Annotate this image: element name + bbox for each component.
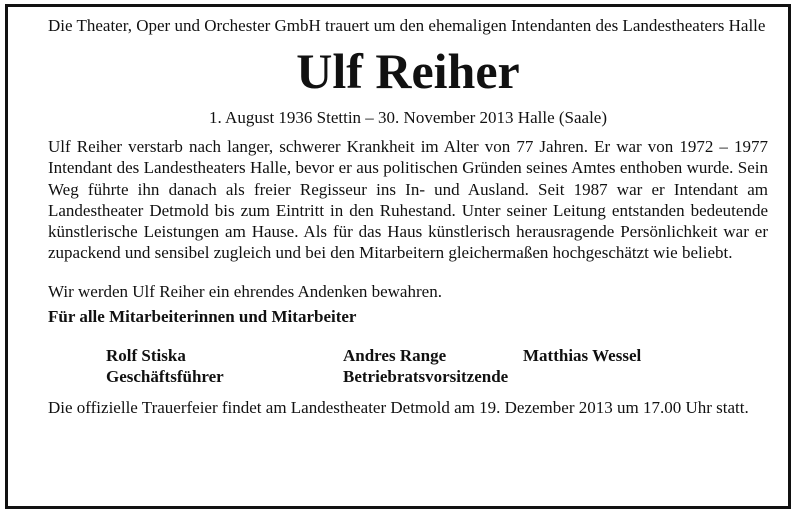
- signatory-name: Rolf Stiska: [106, 345, 186, 365]
- closing-sentence: Wir werden Ulf Reiher ein ehrendes Andenken bewahren.: [48, 281, 442, 301]
- signatory-name: Andres Range: [343, 345, 447, 365]
- life-dates: 1. August 1936 Stettin – 30. November 2013 Halle (Saale): [208, 108, 608, 127]
- signatory: [523, 345, 641, 366]
- signatory-role: Geschäftsführer: [106, 366, 224, 386]
- on-behalf-line: Für alle Mitarbeiterinnen und Mitarbeiter: [48, 306, 357, 326]
- signatory-name: Matthias Wessel: [523, 345, 642, 365]
- signatures: [48, 345, 768, 389]
- signatory: [106, 345, 224, 387]
- notice-content: [48, 15, 768, 418]
- funeral-info: Die offizielle Trauerfeier findet am Landestheater Detmold am 19. Dezember 2013 um 17.00 Uhr statt.: [48, 397, 749, 417]
- deceased-name: Ulf Reiher: [296, 43, 520, 99]
- notice-frame: [5, 4, 791, 509]
- intro-text: Die Theater, Oper und Orchester GmbH trauert um den ehemaligen Intendanten des Landestheaters Halle: [48, 16, 766, 35]
- signatory-role: Betriebratsvorsitzende: [343, 366, 509, 386]
- obituary-body: Ulf Reiher verstarb nach langer, schwerer Krankheit im Alter von 77 Jahren. Er war von 1972 – 1977 Intendant des Landestheaters Halle, bevor er aus politischen Gründen seines Amtes enthoben wurde. Sein Weg führte ihn danach als freier Regisseur ins In- und Ausland. Seit 1987 war er Intendant am Landestheater Detmold bis zum Eintritt in den Ruhestand. Unter seiner Leitung entstanden bedeutende künstlerische Leistungen am Hause. Als für das Haus künstlerisch herausragende Persönlichkeit war er zupackend und sensibel zugleich und bei den Mitarbeitern gleichermaßen hochgeschätzt wie beliebt.: [48, 137, 768, 263]
- signatory: [343, 345, 508, 387]
